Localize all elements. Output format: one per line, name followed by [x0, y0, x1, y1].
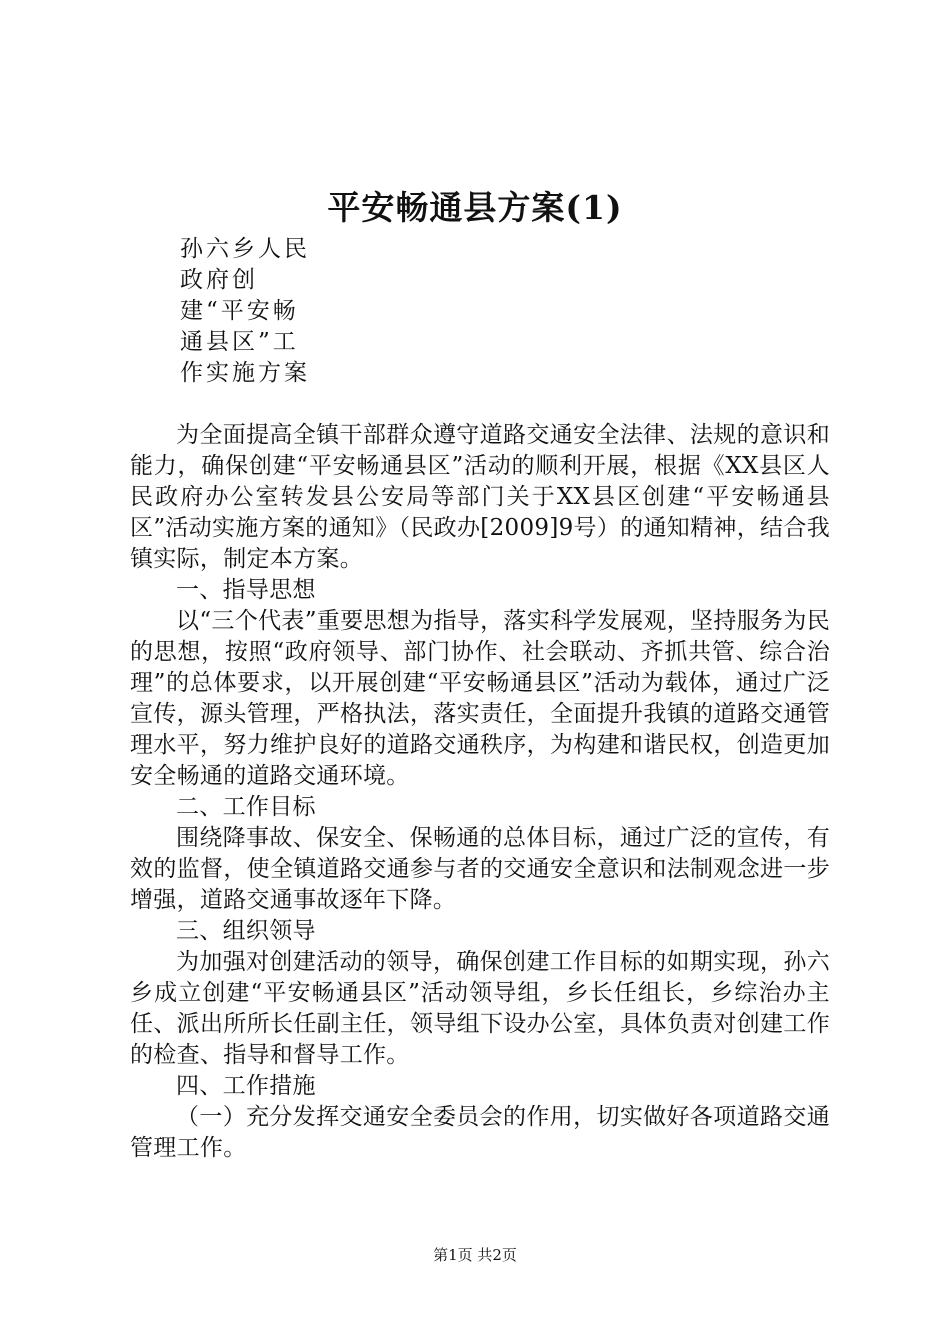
- paragraph-work-goals: 围绕降事故、保安全、保畅通的总体目标，通过广泛的宣传，有效的监督，使全镇道路交通参与者的交通安全意识和法制观念进一步增强，道路交通事故逐年下降。: [130, 825, 830, 913]
- section-heading-work-goals: 二、工作目标: [176, 794, 316, 820]
- paragraph-intro: 为全面提高全镇干部群众遵守道路交通安全法律、法规的意识和能力，确保创建“平安畅通县区”活动的顺利开展，根据《XX县区人民政府办公室转发县公安局等部门关于XX县区创建“平安畅通县区”活动实施方案的通知》（民政办[2009]9号）的通知精神，结合我镇实际，制定本方案。: [130, 422, 830, 572]
- page-footer: 第1页 共2页: [433, 1246, 517, 1264]
- section-heading-work-measures: 四、工作措施: [176, 1073, 316, 1099]
- document-subtitle: 孙六乡人民政府创建“平安畅通县区”工作实施方案: [180, 236, 310, 386]
- section-heading-guiding-thought: 一、指导思想: [176, 577, 316, 603]
- paragraph-guiding-thought: 以“三个代表”重要思想为指导，落实科学发展观，坚持服务为民的思想，按照“政府领导、部门协作、社会联动、齐抓共管、综合治理”的总体要求，以开展创建“平安畅通县区”活动为载体，通过广泛宣传，源头管理，严格执法，落实责任，全面提升我镇的道路交通管理水平，努力维护良好的道路交通秩序，为构建和谐民权，创造更加安全畅通的道路交通环境。: [130, 608, 830, 789]
- document-body: [130, 420, 830, 1164]
- section-heading-organization: 三、组织领导: [176, 918, 316, 944]
- paragraph-measure-one: （一）充分发挥交通安全委员会的作用，切实做好各项道路交通管理工作。: [130, 1104, 830, 1161]
- paragraph-organization: 为加强对创建活动的领导，确保创建工作目标的如期实现，孙六乡成立创建“平安畅通县区”活动领导组，乡长任组长，乡综治办主任、派出所所长任副主任，领导组下设办公室，具体负责对创建工作的检查、指导和督导工作。: [130, 949, 830, 1068]
- document-title: 平安畅通县方案(1): [327, 188, 623, 227]
